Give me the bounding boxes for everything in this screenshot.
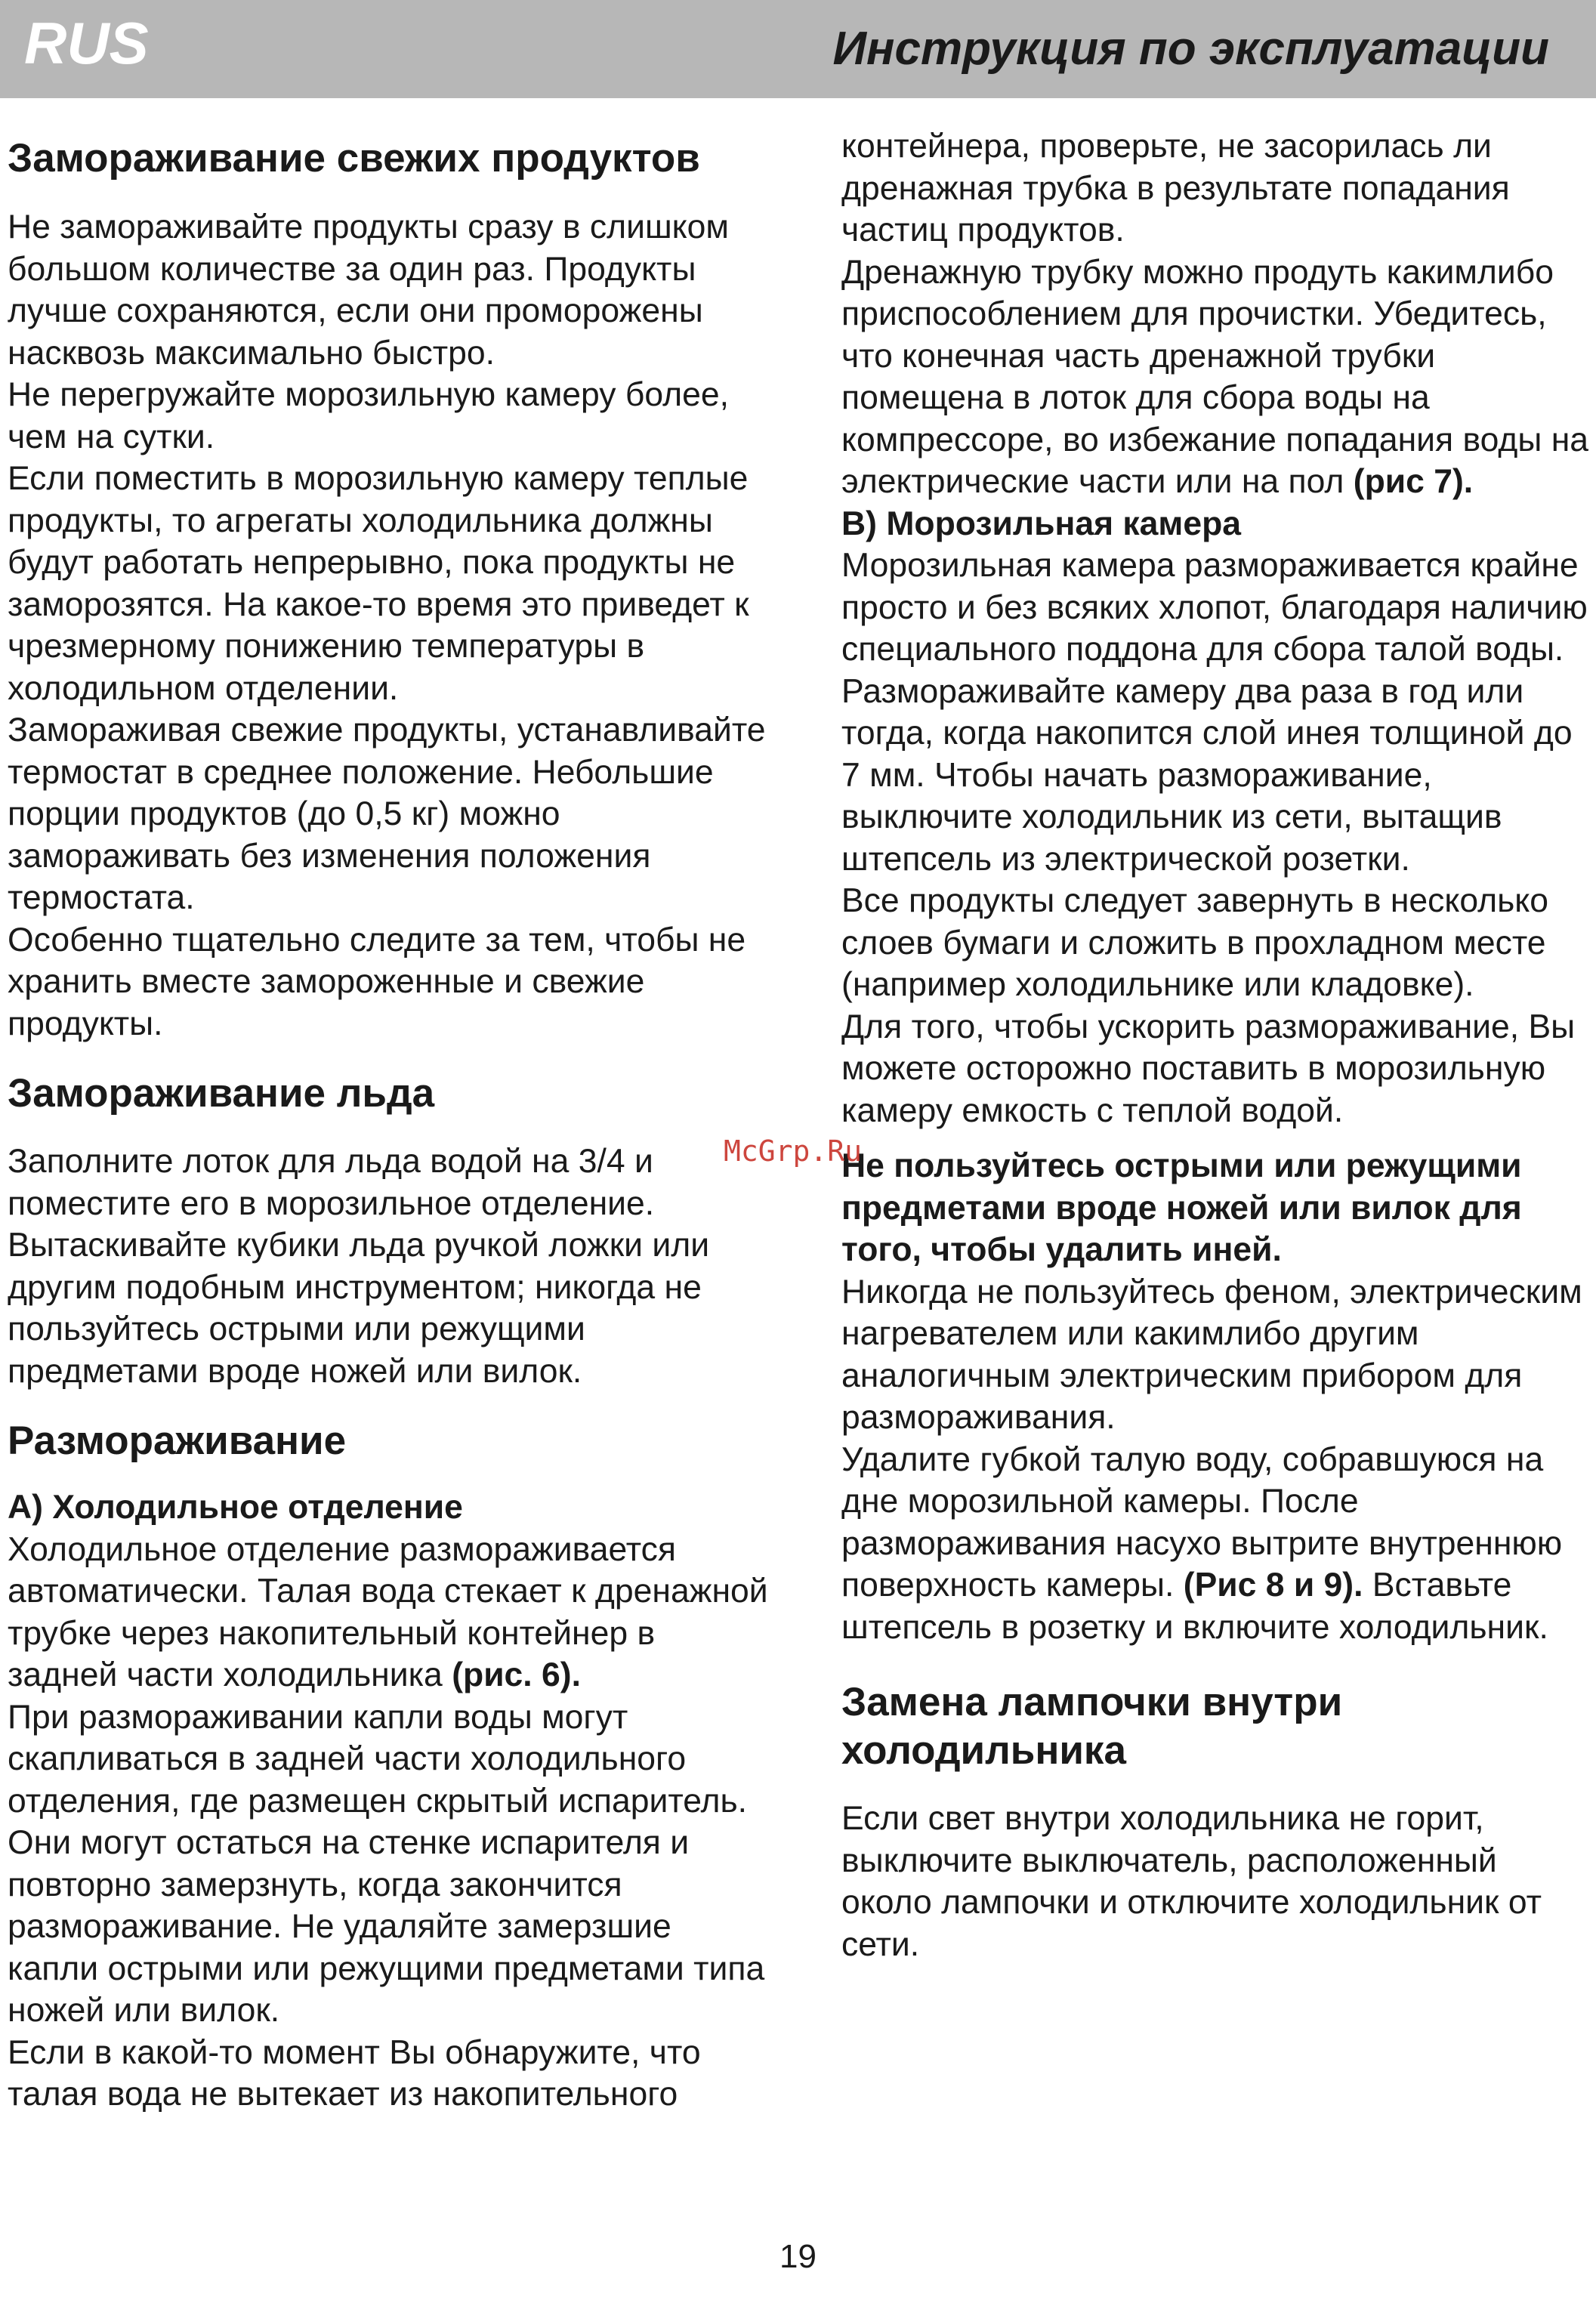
section-title-defrosting: Размораживание — [8, 1418, 347, 1463]
paragraph: контейнера, проверьте, не засорилась ли дренажная трубка в результате попадания частиц продуктов. — [841, 128, 1510, 249]
paragraph: Никогда не пользуйтесь феном, электрическим нагревателем или какимлибо другим аналогичным электрическим прибором для размораживания. — [841, 1273, 1582, 1436]
watermark: McGrp.Ru — [724, 1134, 863, 1168]
manual-title: Инструкция по эксплуатации — [832, 23, 1549, 75]
paragraph: Все продукты следует завернуть в несколько слоев бумаги и сложить в прохладном месте (например холодильнике или кладовке). — [841, 882, 1549, 1003]
paragraph: Для того, чтобы ускорить размораживание, Вы можете осторожно поставить в морозильную камеру емкость с теплой водой. — [841, 1008, 1576, 1129]
paragraph: Если в какой-то момент Вы обнаружите, что талая вода не вытекает из накопительного — [8, 2033, 701, 2113]
section-title-freezing-ice: Замораживание льда — [8, 1071, 435, 1116]
subsection-title-freezer: В) Морозильная камера — [841, 505, 1242, 542]
language-code: RUS — [24, 10, 149, 76]
paragraph-text: Дренажную трубку можно продуть какимлибо приспособлением для прочистки. Убедитесь, что конечная часть дренажной трубки помещена в лоток для сбора воды на компрессоре, во избежание попадания воды на электрические части или на пол — [841, 253, 1589, 500]
paragraph — [8, 1529, 770, 1696]
paragraph: Не перегружайте морозильную камеру более, чем на сутки. — [8, 376, 729, 455]
section-title-lamp-replacement: Замена лампочки внутри холодильника — [841, 1680, 1343, 1773]
section-title-freezing-fresh: Замораживание свежих продуктов — [8, 136, 700, 181]
paragraph-text: Холодильное отделение размораживается автоматически. Талая вода стекает к дренажной трубке через накопительный контейнер в задней части холодильника — [8, 1530, 768, 1693]
paragraph: Заполните лоток для льда водой на 3/4 и поместите его в морозильное отделение. Вытаскивайте кубики льда ручкой ложки или другим подобным инструментом; никогда не пользуйтесь острыми или режущими предметами вроде ножей или вилок. — [8, 1143, 710, 1390]
paragraph: При размораживании капли воды могут скапливаться в задней части холодильного отделения, где размещен скрытый испаритель. Они могут остаться на стенке испарителя и повторно замерзнуть, когда закончится размораживание. Не удаляйте замерзшие капли острыми или режущими предметами типа ножей или вилок. — [8, 1698, 765, 2029]
figure-reference: (рис. 6). — [452, 1656, 581, 1693]
warning-text — [841, 1145, 1589, 1271]
left-column — [8, 121, 770, 2116]
paragraph — [841, 1439, 1589, 1649]
right-column — [841, 125, 1589, 1965]
warning-bold: Не пользуйтесь острыми или режущими предметами вроде ножей или вилок для того, чтобы удалить иней. — [841, 1147, 1522, 1268]
figure-reference: (Рис 8 и 9). — [1183, 1567, 1363, 1604]
page-number: 19 — [779, 2238, 817, 2275]
paragraph: Морозильная камера размораживается крайне просто и без всяких хлопот, благодаря наличию специального поддона для сбора талой воды. — [841, 547, 1588, 668]
figure-reference: (рис 7). — [1353, 463, 1474, 500]
paragraph: Если свет внутри холодильника не горит, выключите выключатель, расположенный около лампочки и отключите холодильник от сети. — [841, 1800, 1542, 1963]
paragraph: Если поместить в морозильную камеру теплые продукты, то агрегаты холодильника должны будут работать непрерывно, пока продукты не заморозятся. На какое-то время это приведет к чрезмерному понижению температуры в холодильном отделении. — [8, 460, 749, 707]
paragraph-text: Удалите губкой талую воду, собравшуюся на дне морозильной камеры. После размораживания насухо вытрите внутреннюю поверхность камеры. — [841, 1440, 1563, 1604]
paragraph: Замораживая свежие продукты, устанавливайте термостат в среднее положение. Небольшие порции продуктов (до 0,5 кг) можно замораживать без изменения положения термостата. — [8, 712, 766, 916]
paragraph-text: Вставьте штепсель в розетку и включите холодильник. — [841, 1567, 1548, 1646]
paragraph: Особенно тщательно следите за тем, чтобы не хранить вместе замороженные и свежие продукты. — [8, 921, 746, 1042]
paragraph: Не замораживайте продукты сразу в слишком большом количестве за один раз. Продукты лучше сохраняются, если они проморожены насквозь максимально быстро. — [8, 208, 729, 372]
paragraph — [841, 252, 1589, 503]
subsection-title-fridge: А) Холодильное отделение — [8, 1489, 463, 1526]
paragraph: Размораживайте камеру два раза в год или тогда, когда накопится слой инея толщиной до 7 мм. Чтобы начать размораживание, выключите холодильник из сети, вытащив штепсель из электрической розетки. — [841, 672, 1573, 878]
page-header — [0, 0, 1596, 98]
